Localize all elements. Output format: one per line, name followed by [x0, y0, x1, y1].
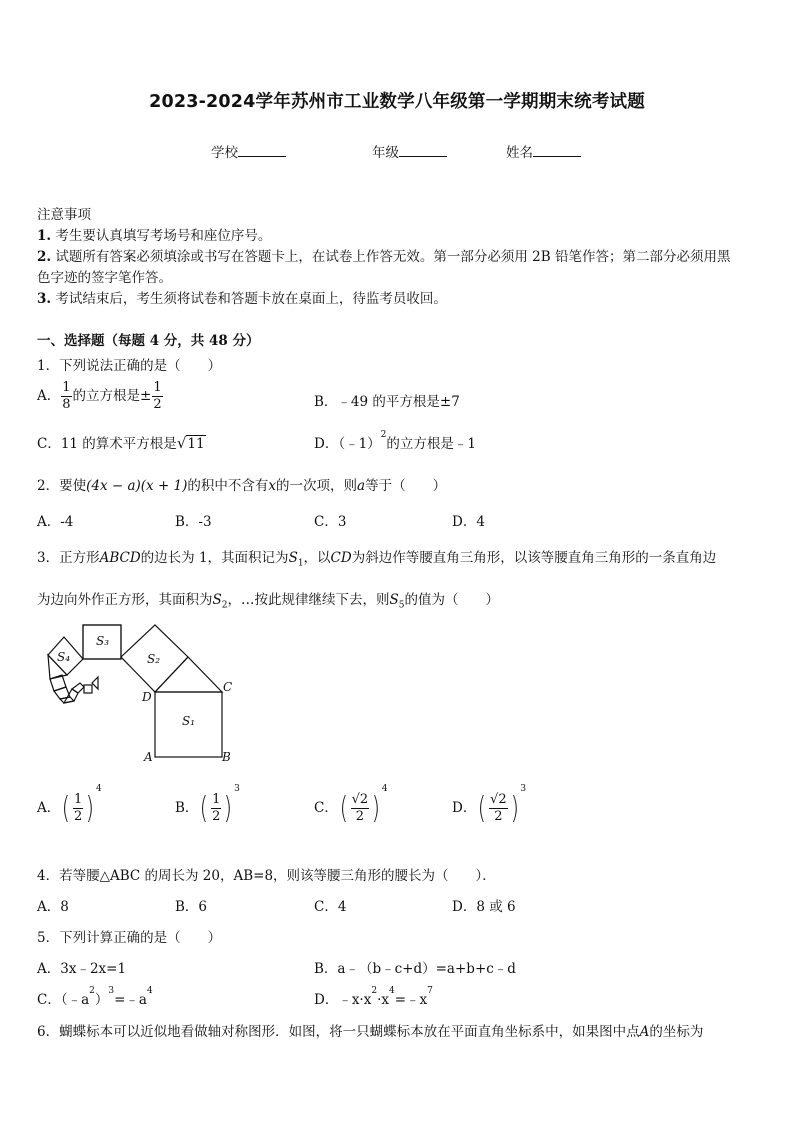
- q4-option-a[interactable]: A．8: [37, 899, 69, 915]
- left-paren-icon: (: [200, 790, 209, 826]
- fraction: [61, 380, 71, 413]
- denominator: 2: [153, 397, 162, 412]
- school-blank[interactable]: [238, 144, 286, 157]
- denominator: 2: [494, 809, 503, 824]
- school-field[interactable]: [211, 141, 286, 161]
- section-heading: 一、选择题（每题 4 分，共 48 分）: [37, 333, 260, 349]
- exponent: 7: [427, 986, 433, 996]
- page-title: 2023-2024学年苏州市工业数学八年级第一学期期末统考试题: [149, 92, 645, 112]
- q3-sub: 1: [297, 558, 304, 569]
- notice-item-2: [37, 245, 730, 265]
- label-b: B: [222, 750, 231, 764]
- q1-a-text: 的立方根是±: [72, 388, 152, 404]
- q3-figure: [40, 617, 240, 767]
- q3-text: 为边向外作正方形，其面积为: [37, 592, 213, 608]
- square-small-5: [72, 683, 84, 693]
- q3-b-prefix: B．: [175, 800, 199, 816]
- q1-d-suffix: 的立方根是﹣1: [386, 436, 476, 452]
- q2-text: 2．要使: [37, 478, 87, 494]
- q5-stem: 5．下列计算正确的是（ ）: [37, 930, 222, 946]
- fraction: [73, 792, 83, 825]
- q5-option-b[interactable]: B．a﹣（b﹣c+d）=a+b+c﹣d: [314, 961, 516, 977]
- q3-d-prefix: D．: [452, 800, 477, 816]
- q1-stem: 1．下列说法正确的是（ ）: [37, 358, 222, 374]
- right-paren-icon: ): [224, 790, 233, 826]
- q4-option-b[interactable]: B．6: [175, 899, 208, 915]
- exponent: 2: [89, 986, 95, 996]
- fraction: [351, 792, 370, 825]
- q3-text: 为斜边作等腰直角三角形，以该等腰直角三角形的一条直角边: [351, 550, 717, 566]
- q1-c-text: C．11 的算术平方根是: [37, 436, 177, 452]
- notice-text: 考生要认真填写考场号和座位序号。: [55, 228, 272, 244]
- q5-c-text: =﹣a: [114, 992, 147, 1008]
- q3-a-prefix: A．: [37, 800, 61, 816]
- q4-option-c[interactable]: C．4: [314, 899, 347, 915]
- school-label: 学校: [211, 145, 238, 161]
- radicand: 11: [187, 436, 205, 452]
- label-s2: S₂: [147, 652, 161, 666]
- label-c: C: [223, 680, 233, 694]
- notice-item-2-cont: 色字迹的签字笔作答。: [37, 270, 172, 286]
- q5-option-a[interactable]: A．3x﹣2x=1: [37, 961, 127, 977]
- numerator: 1: [212, 792, 221, 807]
- triangle-1: [155, 657, 222, 692]
- notice-num: 3.: [37, 291, 52, 307]
- left-paren-icon: (: [62, 790, 71, 826]
- exponent: 4: [146, 986, 153, 996]
- exponent: 4: [381, 784, 388, 794]
- label-s3: S₃: [96, 634, 110, 648]
- q4-option-d[interactable]: D．8 或 6: [452, 899, 516, 915]
- q1-option-a[interactable]: [37, 380, 164, 413]
- exponent: 2: [371, 986, 378, 996]
- q5-d-text: =﹣x: [394, 992, 428, 1008]
- q2-option-d[interactable]: D．4: [452, 514, 485, 530]
- fraction: [152, 380, 162, 413]
- left-paren-icon: (: [339, 790, 348, 826]
- numerator: 1: [73, 792, 83, 807]
- q6-text: 6．蝴蝶标本可以近似地看做轴对称图形．如图，将一只蝴蝶标本放在平面直角坐标系中，如果图中点: [37, 1024, 640, 1040]
- q1-option-c[interactable]: [37, 432, 206, 452]
- fraction: [211, 792, 221, 825]
- notice-num: 2.: [37, 249, 52, 265]
- exponent: 2: [380, 430, 387, 440]
- q3-line-1: [37, 546, 716, 569]
- exponent: 3: [108, 986, 115, 996]
- q2-option-b[interactable]: B．-3: [175, 514, 212, 530]
- q3-cd: CD: [330, 550, 352, 566]
- q5-c-text: C．（﹣a: [37, 992, 90, 1008]
- notice-heading: 注意事项: [37, 207, 91, 223]
- q3-s: S: [212, 592, 222, 608]
- grade-field[interactable]: [372, 141, 447, 161]
- denominator: 2: [212, 809, 221, 824]
- q3-option-d[interactable]: [452, 784, 527, 826]
- q1-d-text: D．（﹣1）: [314, 436, 381, 452]
- notice-item-3: [37, 287, 447, 307]
- numerator: √2: [351, 792, 369, 807]
- q5-option-c[interactable]: [37, 988, 153, 1008]
- denominator: 8: [62, 397, 71, 412]
- numerator: 1: [153, 380, 162, 395]
- label-a: A: [144, 750, 153, 764]
- exponent: 4: [388, 986, 395, 996]
- q2-stem: [37, 474, 446, 494]
- q3-option-c[interactable]: [314, 784, 388, 826]
- exponent: 3: [234, 784, 240, 794]
- numerator: 1: [62, 380, 71, 395]
- denominator: 2: [73, 809, 83, 824]
- q5-d-text: ·x: [377, 992, 389, 1008]
- q3-s: S: [389, 592, 399, 608]
- q6-point-a: A: [639, 1024, 650, 1040]
- q2-option-a[interactable]: A．-4: [37, 514, 74, 530]
- name-blank[interactable]: [533, 144, 581, 157]
- notice-text: 考试结束后，考生须将试卷和答题卡放在桌面上，待监考员收回。: [55, 291, 447, 307]
- q2-text: 的一次项，则: [276, 478, 358, 494]
- name-label: 姓名: [506, 145, 533, 161]
- label-d: D: [142, 690, 152, 704]
- q2-option-c[interactable]: C．3: [314, 514, 347, 530]
- name-field[interactable]: [506, 141, 581, 161]
- q3-line-2: [37, 588, 499, 611]
- q3-text: ，以: [303, 550, 331, 566]
- q3-sub: 5: [398, 600, 405, 611]
- q4-stem: 4．若等腰△ABC 的周长为 20，AB=8，则该等腰三角形的腰长为（ ）．: [37, 868, 496, 884]
- q3-abcd: ABCD: [99, 550, 141, 566]
- q2-var-a: a: [357, 478, 366, 494]
- square-small-6: [84, 685, 92, 693]
- sqrt-sign-icon: √: [176, 434, 187, 452]
- grade-blank[interactable]: [399, 144, 447, 157]
- q5-d-text: D．﹣x·x: [314, 992, 372, 1008]
- q6-stem: [37, 1020, 703, 1040]
- q1-a-prefix: A．: [37, 388, 61, 404]
- q3-text: 的值为（ ）: [404, 592, 499, 608]
- q2-text: 的积中不含有: [187, 478, 269, 494]
- square-small-7: [92, 677, 98, 689]
- q3-sub: 2: [221, 600, 228, 611]
- q3-s: S: [288, 550, 298, 566]
- notice-text: 试题所有答案必须填涂或书写在答题卡上，在试卷上作答无效。第一部分必须用 2B 铅笔作答；第二部分必须用黑: [55, 249, 731, 265]
- q5-c-text: ）: [94, 992, 109, 1008]
- grade-label: 年级: [372, 145, 399, 161]
- q2-var-x: x: [268, 478, 277, 494]
- q3-text: 的边长为 1，其面积记为: [140, 550, 289, 566]
- q1-option-b[interactable]: B．﹣49 的平方根是±7: [314, 394, 460, 410]
- q5-option-d[interactable]: [314, 988, 433, 1008]
- right-paren-icon: ): [510, 790, 519, 826]
- label-s1: S₁: [182, 714, 196, 728]
- q3-text: 3．正方形: [37, 550, 100, 566]
- exponent: 4: [95, 784, 102, 794]
- q3-c-prefix: C．: [314, 800, 338, 816]
- numerator: √2: [490, 792, 507, 807]
- left-paren-icon: (: [478, 790, 487, 826]
- label-s4: S₄: [57, 650, 71, 664]
- right-paren-icon: ): [371, 790, 381, 826]
- denominator: 2: [355, 809, 364, 824]
- q2-text: 等于（ ）: [365, 478, 447, 494]
- notice-num: 1.: [37, 228, 52, 244]
- q1-option-d[interactable]: [314, 432, 476, 452]
- q6-text: 的坐标为: [649, 1024, 704, 1040]
- fraction: [489, 792, 508, 825]
- q3-option-b[interactable]: [175, 784, 240, 826]
- notice-item-1: [37, 224, 271, 244]
- q2-expression: (4x − a)(x + 1): [86, 478, 188, 494]
- q3-option-a[interactable]: [37, 784, 102, 826]
- right-paren-icon: ): [86, 790, 95, 826]
- exponent: 3: [520, 784, 527, 794]
- q3-text: ，…按此规律继续下去，则: [227, 592, 390, 608]
